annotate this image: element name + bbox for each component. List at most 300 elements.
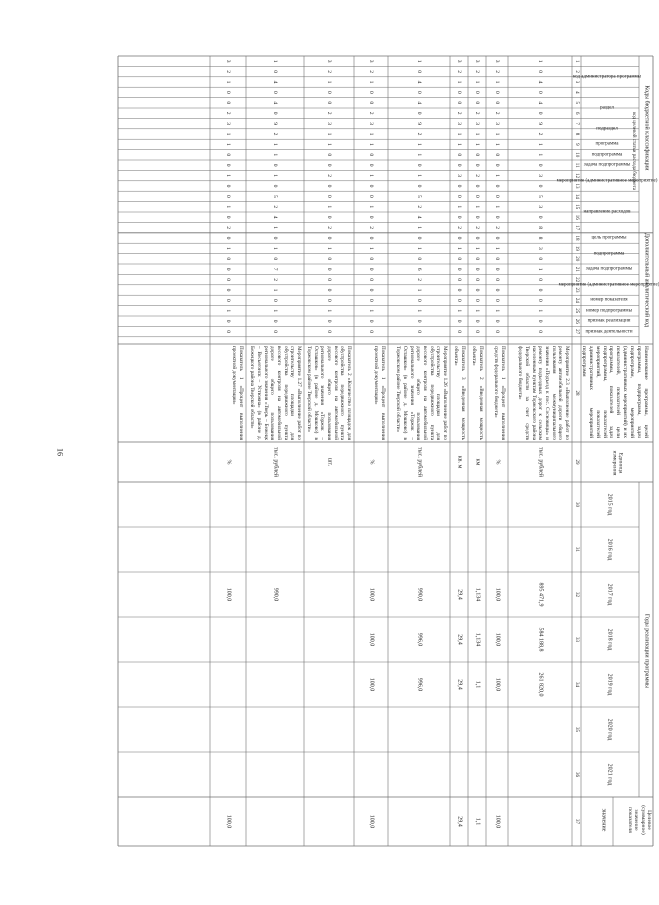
code-cell: 2 [272,132,279,136]
column-number: 22 [574,277,580,283]
code-cell: 5 [416,194,423,198]
code-cell: 3 [474,59,481,63]
code-cell: 0 [494,288,501,292]
code-cell: 4 [272,80,279,84]
code-cell: 1 [368,80,375,84]
column-number: 10 [574,152,580,158]
code-cell: 0 [368,90,375,94]
code-cell: 2 [326,111,333,115]
code-cell: 3 [368,122,375,125]
code-cell: 1 [326,246,333,250]
code-cell: 0 [494,184,501,188]
code-cell: 1 [494,205,501,209]
code-cell: 1 [494,309,501,313]
code-cell: 0 [416,236,423,240]
code-cell: 0 [537,330,544,333]
value-cell: 100,0 [368,587,375,602]
kbk-column-label: раздел [600,105,614,111]
column-number: 30 [574,502,580,507]
column-number: 16 [574,214,580,220]
code-cell: 0 [416,298,423,302]
value-cell: 100,0 [368,814,375,829]
kbk-column-label: код администратора программы [572,74,642,80]
code-cell: 0 [272,236,279,240]
code-cell: 0 [225,90,232,94]
value-cell: 1,134 [474,587,481,602]
kbk-column-label: мероприятие (административное мероприятие) [556,178,658,184]
code-cell: 1 [326,132,333,136]
code-cell: 0 [225,194,232,198]
column-number: 1 [574,59,580,63]
code-cell: 3 [456,59,463,63]
code-cell: 0 [326,278,333,281]
code-cell: 0 [537,111,544,115]
code-cell: 0 [272,319,279,323]
code-cell: 0 [225,330,232,333]
column-number: 24 [574,297,580,303]
code-cell: 1 [326,80,333,84]
code-cell: 1 [474,132,481,136]
code-cell: 0 [368,215,375,219]
code-cell: 0 [368,298,375,302]
year-header: 2021 год [606,763,613,786]
years-header: Годы реализации программы [643,613,650,689]
code-cell: 1 [456,142,463,146]
kbk-column-label: задача подпрограммы [583,162,631,168]
name-column-header: Наименование программы, целей программы, подпрограмм, задач подпрограмм, мероприятий (административных мероприятий) и их показателей, показателей цели программы, показателей задач подпрограммы, показателей мероприятий, показателей административных мероприятий подпрограмм [580,346,649,438]
kbk-header: Коды бюджетной классификации [643,85,650,171]
code-cell: 0 [326,330,333,333]
code-cell: 1 [474,205,481,209]
code-cell: 3 [474,122,481,125]
row-name: Показатель 2 «Количество площадок для обустройства передвижного пункта весового контроля на автомобильной дороге общего пользования регионального значения «Торжок – Осташков» (в районе д. Мошково) в Торжокском районе Тверской области» [306,346,352,440]
code-cell: 0 [225,298,232,302]
code-cell: 1 [368,142,375,146]
code-cell: 1 [225,142,232,146]
code-cell: 2 [416,205,423,209]
code-cell: 0 [416,184,423,188]
column-number: 2 [574,70,580,73]
code-cell: 0 [272,330,279,333]
code-cell: 0 [537,319,544,323]
code-cell: 1 [368,205,375,209]
code-cell: 4 [416,80,423,84]
rotated-table [118,56,659,846]
code-cell: 0 [537,257,544,261]
code-cell: 3 [225,122,232,125]
code-cell: 2 [272,205,279,209]
column-number: 7 [574,122,580,125]
row-unit: % [225,459,232,465]
code-cell: 0 [326,194,333,198]
code-cell: 0 [474,101,481,105]
column-number: 33 [574,637,580,642]
column-number: 8 [574,132,580,136]
code-cell: 2 [416,132,423,136]
code-cell: 0 [272,111,279,115]
row-name: Мероприятие 1.26 «Выполнение работ по строительству площадки для обустройства передвижного пункта весового контроля на автомобильной дороге общего пользования регионального значения «Торжок – Осташков» (в районе д. Мошково) в Торжокском районе Тверской области» [395,346,448,440]
add-code-column-label: цель программы [591,235,627,241]
code-cell: 0 [456,278,463,281]
code-cell: 1 [474,309,481,313]
row-name: Показатель 1 «Процент выполнения проектной документации» [373,346,386,440]
code-cell: 0 [368,319,375,323]
code-cell: 2 [474,70,481,73]
value-cell: 584 188,8 [537,627,544,652]
code-cell: 0 [368,267,375,271]
row-name: Мероприятие 2.3 «Выполнение работ по ремонту автомобильной дороги общего пользования межмуниципального значения «Подъезд к пос. Сосновицы» и ремонту подъездных дорог к сельским населенным пунктам Торжокского района Тверской области за счет средств федерального бюджета» [517,346,570,440]
code-cell: 1 [326,205,333,209]
final-value-header: Целевое (суммарное) значение показателя [626,805,652,835]
code-cell: 1 [272,226,279,229]
code-cell: 2 [368,226,375,229]
code-cell: 1 [272,153,279,157]
year-header: 2016 год [606,538,613,561]
value-cell: 990,0 [272,587,279,602]
code-cell: 1 [456,132,463,136]
code-cell: 0 [494,298,501,302]
value-cell: 1,134 [474,632,481,647]
code-cell: 0 [474,215,481,219]
code-cell: 1 [537,59,544,63]
code-cell: 2 [326,174,333,177]
code-cell: 0 [474,163,481,167]
code-cell: 0 [474,257,481,261]
code-cell: 2 [537,132,544,136]
column-number: 9 [574,143,580,146]
code-cell: 7 [272,267,279,271]
code-cell: 5 [272,194,279,198]
kbk-column-label: подпрограмма [591,152,623,158]
code-cell: 0 [494,319,501,323]
code-cell: 0 [326,153,333,157]
code-cell: 0 [474,267,481,271]
row-name: Показатель 3 «Введенная мощность объекта» [453,346,466,440]
code-cell: 5 [537,194,544,198]
value-cell: 100,0 [225,587,232,602]
row-name: Показатель 1 «Процент выполнения средств федерального бюджета» [493,346,506,440]
code-cell: 0 [225,215,232,219]
code-cell: 0 [225,236,232,240]
code-cell: 0 [225,184,232,188]
row-unit: тыс. рублей [272,447,279,477]
column-number: 17 [574,225,580,231]
code-cell: 2 [494,111,501,115]
code-cell: 9 [416,122,423,125]
row-name: Мероприятие 1.27 «Выполнение работ по строительству площадки для обустройства передвижного пункта весового контроля на автомобильной дороге общего пользования регионального значения «Тверь – Бежецк – Весьегонск – Устюжна» (в районе д. Бежецкого района Тверской области» [249,346,302,440]
code-cell: 0 [416,90,423,94]
kbk-column-label: направление расходов [583,209,631,215]
add-code-column-label: признак реализации [587,318,631,324]
column-number: 4 [574,91,580,94]
code-cell: 1 [537,142,544,146]
code-cell: 1 [494,246,501,250]
code-cell: 0 [225,278,232,281]
code-cell: 0 [456,257,463,261]
code-cell: 1 [474,142,481,146]
code-cell: 4 [537,101,544,105]
code-cell: 1 [494,174,501,177]
code-cell: 0 [456,153,463,157]
code-cell: 0 [368,278,375,281]
code-cell: 2 [272,278,279,281]
code-cell: 3 [368,59,375,63]
final-value-subheader: значение [600,808,607,832]
code-cell: 6 [416,267,423,271]
code-cell: 0 [326,184,333,188]
code-cell: 1 [272,309,279,313]
code-cell: 0 [326,90,333,94]
code-cell: 2 [326,70,333,73]
code-cell: 0 [537,278,544,281]
year-header: 2017 год [606,583,613,606]
value-cell: 996,0 [416,632,423,647]
code-cell: 3 [225,59,232,63]
code-cell: 3 [537,205,544,209]
code-cell: 2 [326,226,333,229]
add-code-column-label: номер показателя [590,297,628,303]
column-number: 11 [574,162,580,168]
code-cell: 0 [456,288,463,292]
code-cell: 1 [368,174,375,177]
code-cell: 0 [272,70,279,73]
value-cell: 100,0 [368,677,375,692]
code-cell: 1 [272,246,279,250]
code-cell: 1 [416,246,423,250]
code-cell: 0 [368,257,375,261]
code-cell: 2 [368,111,375,115]
code-cell: 0 [474,236,481,240]
code-cell: 1 [416,174,423,177]
code-cell: 2 [474,226,481,229]
code-cell: 2 [368,70,375,73]
code-cell: 0 [456,90,463,94]
code-cell: 1 [272,174,279,177]
year-header: 2018 год [606,628,613,651]
year-header: 2015 год [606,493,613,516]
code-cell: 1 [326,142,333,146]
code-cell: 0 [272,163,279,167]
code-cell: 1 [494,142,501,146]
row-unit: кв. м [456,455,463,469]
code-cell: 1 [494,80,501,84]
code-cell: 0 [474,153,481,157]
code-cell: 2 [456,226,463,229]
code-cell: 0 [326,215,333,219]
code-cell: 1 [537,309,544,313]
row-unit: % [368,459,375,465]
column-number: 35 [574,727,580,732]
code-cell: 2 [416,278,423,281]
code-cell: 4 [272,101,279,105]
column-number: 19 [574,245,580,251]
code-cell: 1 [225,205,232,209]
code-cell: 2 [225,111,232,115]
kbk-column-label: подраздел [596,126,618,132]
code-cell: 1 [474,80,481,84]
column-number: 20 [574,256,580,262]
code-cell: 2 [494,70,501,73]
code-cell: 0 [537,70,544,73]
code-cell: 0 [456,194,463,198]
column-number: 6 [574,111,580,115]
code-cell: 0 [494,330,501,333]
code-cell: 0 [456,298,463,302]
code-cell: 4 [537,80,544,84]
value-cell: 100,0 [225,814,232,829]
code-cell: 0 [368,194,375,198]
code-cell: 1 [537,267,544,271]
code-cell: 0 [537,288,544,292]
code-cell: 0 [494,101,501,105]
row-name: Показатель 2 «Введенная мощность объекта» [471,346,484,440]
column-number: 12 [574,173,580,179]
code-cell: 0 [225,267,232,271]
code-cell: 0 [272,90,279,94]
code-cell: 3 [456,174,463,177]
code-cell: 0 [368,288,375,292]
column-number: 14 [574,193,580,199]
code-cell: 0 [474,184,481,188]
code-cell: 4 [416,215,423,219]
code-cell: 0 [474,194,481,198]
add-code-column-label: задача подпрограммы [585,266,633,272]
value-cell: 29,4 [456,816,463,827]
code-cell: 0 [537,163,544,167]
code-cell: 0 [456,319,463,323]
code-cell: 1 [416,309,423,313]
row-unit: км [474,458,481,466]
column-number: 23 [574,287,580,293]
value-cell: 261 820,0 [537,672,544,697]
code-cell: 0 [494,215,501,219]
code-cell: 0 [225,153,232,157]
add-code-column-label: номер подпрограммы [586,308,632,314]
value-cell: 100,0 [368,632,375,647]
code-cell: 1 [225,132,232,136]
code-cell: 0 [416,111,423,115]
code-cell: 0 [326,298,333,302]
code-cell: 0 [494,153,501,157]
code-cell: 0 [456,163,463,167]
value-cell: 100,0 [494,814,501,829]
code-cell: 0 [326,236,333,240]
value-cell: 996,0 [416,677,423,692]
code-cell: 2 [225,70,232,73]
code-cell: 0 [537,298,544,302]
value-cell: 29,4 [456,634,463,645]
code-cell: 0 [416,163,423,167]
code-cell: 8 [537,226,544,229]
kbk-subheader: код целевой статьи расхода бюджета [630,112,636,190]
code-cell: 2 [494,226,501,229]
row-unit: % [494,459,501,465]
column-number: 29 [574,459,580,465]
page-number: 16 [55,448,65,456]
column-number: 36 [574,772,580,777]
code-cell: 0 [416,319,423,323]
code-cell: 1 [416,59,423,63]
column-number: 26 [574,318,580,324]
kbk-column-label: программа [595,141,619,147]
code-cell: 0 [494,257,501,261]
code-cell: 0 [494,278,501,281]
column-number: 32 [574,592,580,597]
add-code-column-label: мероприятие (административное мероприятие) [558,282,659,288]
code-cell: 1 [368,132,375,136]
code-cell: 0 [326,288,333,292]
row-unit: тыс. рублей [537,447,544,477]
code-cell: 0 [456,101,463,105]
column-number: 13 [574,183,580,189]
code-cell: 1 [225,246,232,250]
code-cell: 3 [326,59,333,63]
code-cell: 2 [456,111,463,115]
column-number: 28 [574,390,580,396]
code-cell: 0 [368,330,375,333]
code-cell: 1 [225,80,232,84]
code-cell: 1 [416,288,423,292]
code-cell: 0 [494,194,501,198]
code-cell: 3 [537,174,544,177]
code-cell: 1 [416,226,423,229]
value-cell: 100,0 [494,632,501,647]
code-cell: 9 [272,122,279,125]
code-cell: 0 [326,101,333,105]
code-cell: 0 [494,90,501,94]
code-cell: 0 [494,267,501,271]
code-cell: 0 [225,319,232,323]
column-number: 27 [574,329,580,335]
value-cell: 100,0 [494,587,501,602]
column-number: 18 [574,235,580,241]
code-cell: 4 [272,215,279,219]
value-cell: 895 471,9 [537,582,544,607]
code-cell: 0 [474,90,481,94]
code-cell: 3 [456,122,463,125]
code-cell: 1 [272,142,279,146]
code-cell: 0 [326,319,333,323]
code-cell: 1 [416,153,423,157]
code-cell: 2 [225,226,232,229]
value-cell: 100,0 [494,677,501,692]
value-cell: 1,1 [474,817,481,826]
code-cell: 0 [225,257,232,261]
code-cell: 1 [326,309,333,313]
code-cell: 1 [456,80,463,84]
code-cell: 0 [474,278,481,281]
year-header: 2020 год [606,718,613,741]
row-name: Показатель 1 «Процент выполнения проектной документации» [231,346,244,440]
code-cell: 1 [225,174,232,177]
code-cell: 1 [272,288,279,292]
column-number: 3 [574,80,580,84]
code-cell: 0 [368,153,375,157]
year-header: 2019 год [606,673,613,696]
column-number: 34 [574,682,580,687]
code-cell: 1 [416,142,423,146]
code-cell: 0 [474,288,481,292]
code-cell: 3 [326,122,333,125]
code-cell: 0 [326,257,333,261]
code-cell: 0 [272,184,279,188]
unit-column-header: Единица измерения [611,450,624,476]
code-cell: 1 [368,246,375,250]
code-cell: 1 [368,309,375,313]
code-cell: 1 [456,205,463,209]
code-cell: 0 [537,215,544,219]
column-number: 15 [574,204,580,210]
